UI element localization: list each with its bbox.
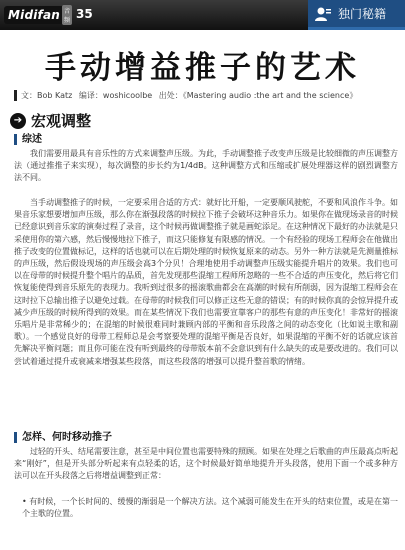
bullet-paragraph: • 有时候，一个长时间的、缓慢的渐弱是一个解决方法。这个减弱可能发生在开头的结束位置，或是在第一个主歌的位置。 xyxy=(22,497,398,519)
source: 出处：《Mastering audio :the art and the science》 xyxy=(158,91,358,100)
article-meta xyxy=(14,90,395,101)
paragraph: 我们需要用最具有音乐性的方式来调整声压级。为此，手动调整推子改变声压级是比较细微的声压调整方法（通过推推子来实现），每次调整的步长约为1/4dB。这种调整方式和压缩或扩展处理器这样的剧烈调整方法不同。 xyxy=(14,149,398,183)
top-bar xyxy=(0,0,405,30)
author: 文：Bob Katz xyxy=(21,91,73,100)
section-tag-label: 独门秘籍 xyxy=(338,7,387,21)
section-tag[interactable] xyxy=(308,0,405,30)
logo-badge: 音频 xyxy=(62,5,72,25)
user-icon xyxy=(314,6,332,22)
arrow-right-icon: ➔ xyxy=(10,113,26,129)
logo xyxy=(4,6,71,24)
subsection-title: 怎样、何时移动推子 xyxy=(14,432,112,443)
article-title: 手动增益推子的艺术 xyxy=(45,50,360,86)
section-title: 宏观调整 xyxy=(31,112,92,130)
page-number: 35 xyxy=(76,7,93,21)
paragraph: 当手动调整推子的时候，一定要采用合适的方式：就好比开船，一定要顺风驶舵，不要和风浪作斗争。如果音乐家想要增加声压级，那么你在渐强段落的时候拉下推子会破坏这种音乐力。如果你在做现场录音的时候已经意识到音乐家的演奏过程了录音，这个时候再做调整推子就是画蛇添足。在这种情况下最好的办法就是只采使用你的第六感，然后慢慢地拉下推子，而这只能修复有限感的情况。一个有经验的现场工程师会在他做出推子改变的位置做标记，这样的话也就可以在后期处理的时候恢复原来的动态。另外一种方法就是先测量推标的声压级，然后假设现场的声压级会高3个分贝！合理地使用手动调整声压级实能提升唱片的效果。我们也可以在母带的时候提升整个唱片的品质，首先发现那些混缩工程师所忽略的一些不合适的声压变化，然后将它们恢复能使得到音乐原先的表现力。我听到过很多的摇滚歌曲都会在高潮的时候有所削弱，因为混缩工程师会在这时拉下总输出推子以避免过载。在母带的时候我们可以修正这些无意的错误；有的时候你真的会惊异提升或减少声压级的时候所得到的效果。而在某些情况下我们也需要宣靠客户的那些有意的声压变化！非常好的摇滚乐唱片是非常稀少的；在混缩的时候很难同时兼顾内部的平衡和音乐段落之间的动态变化（比如说主歌和副歌）。一个感觉良好的母带工程师总是会考察要处理的混缩平衡是否良好，如果混缩的平衡不好的话就应该首先解决平衡问题；而且你可能在没有听到最终的母带版本前不会意识到有什么缺失的或是要改进的。我们可以尝试着通过提升或衰减来增强某些段落，而这些段落的增强可以提升整首歌的情绪。 xyxy=(14,198,398,366)
translator: 编译：woshicoolbe xyxy=(78,91,153,100)
paragraph: 过轻的开头、结尾需要注意，甚至是中间位置也需要特殊的照顾。如果在处理之后歌曲的声压最高点听起来“刚好”，但是开头部分听起来有点轻柔的话，这个时候最好简单地提升开头段落，使用下面一个或多种方法可以在开头段落之后将增益调整到正常： xyxy=(14,447,398,481)
logo-text: Midifan xyxy=(8,8,61,22)
subsection-title: 综述 xyxy=(14,134,42,145)
section-heading xyxy=(10,110,91,131)
